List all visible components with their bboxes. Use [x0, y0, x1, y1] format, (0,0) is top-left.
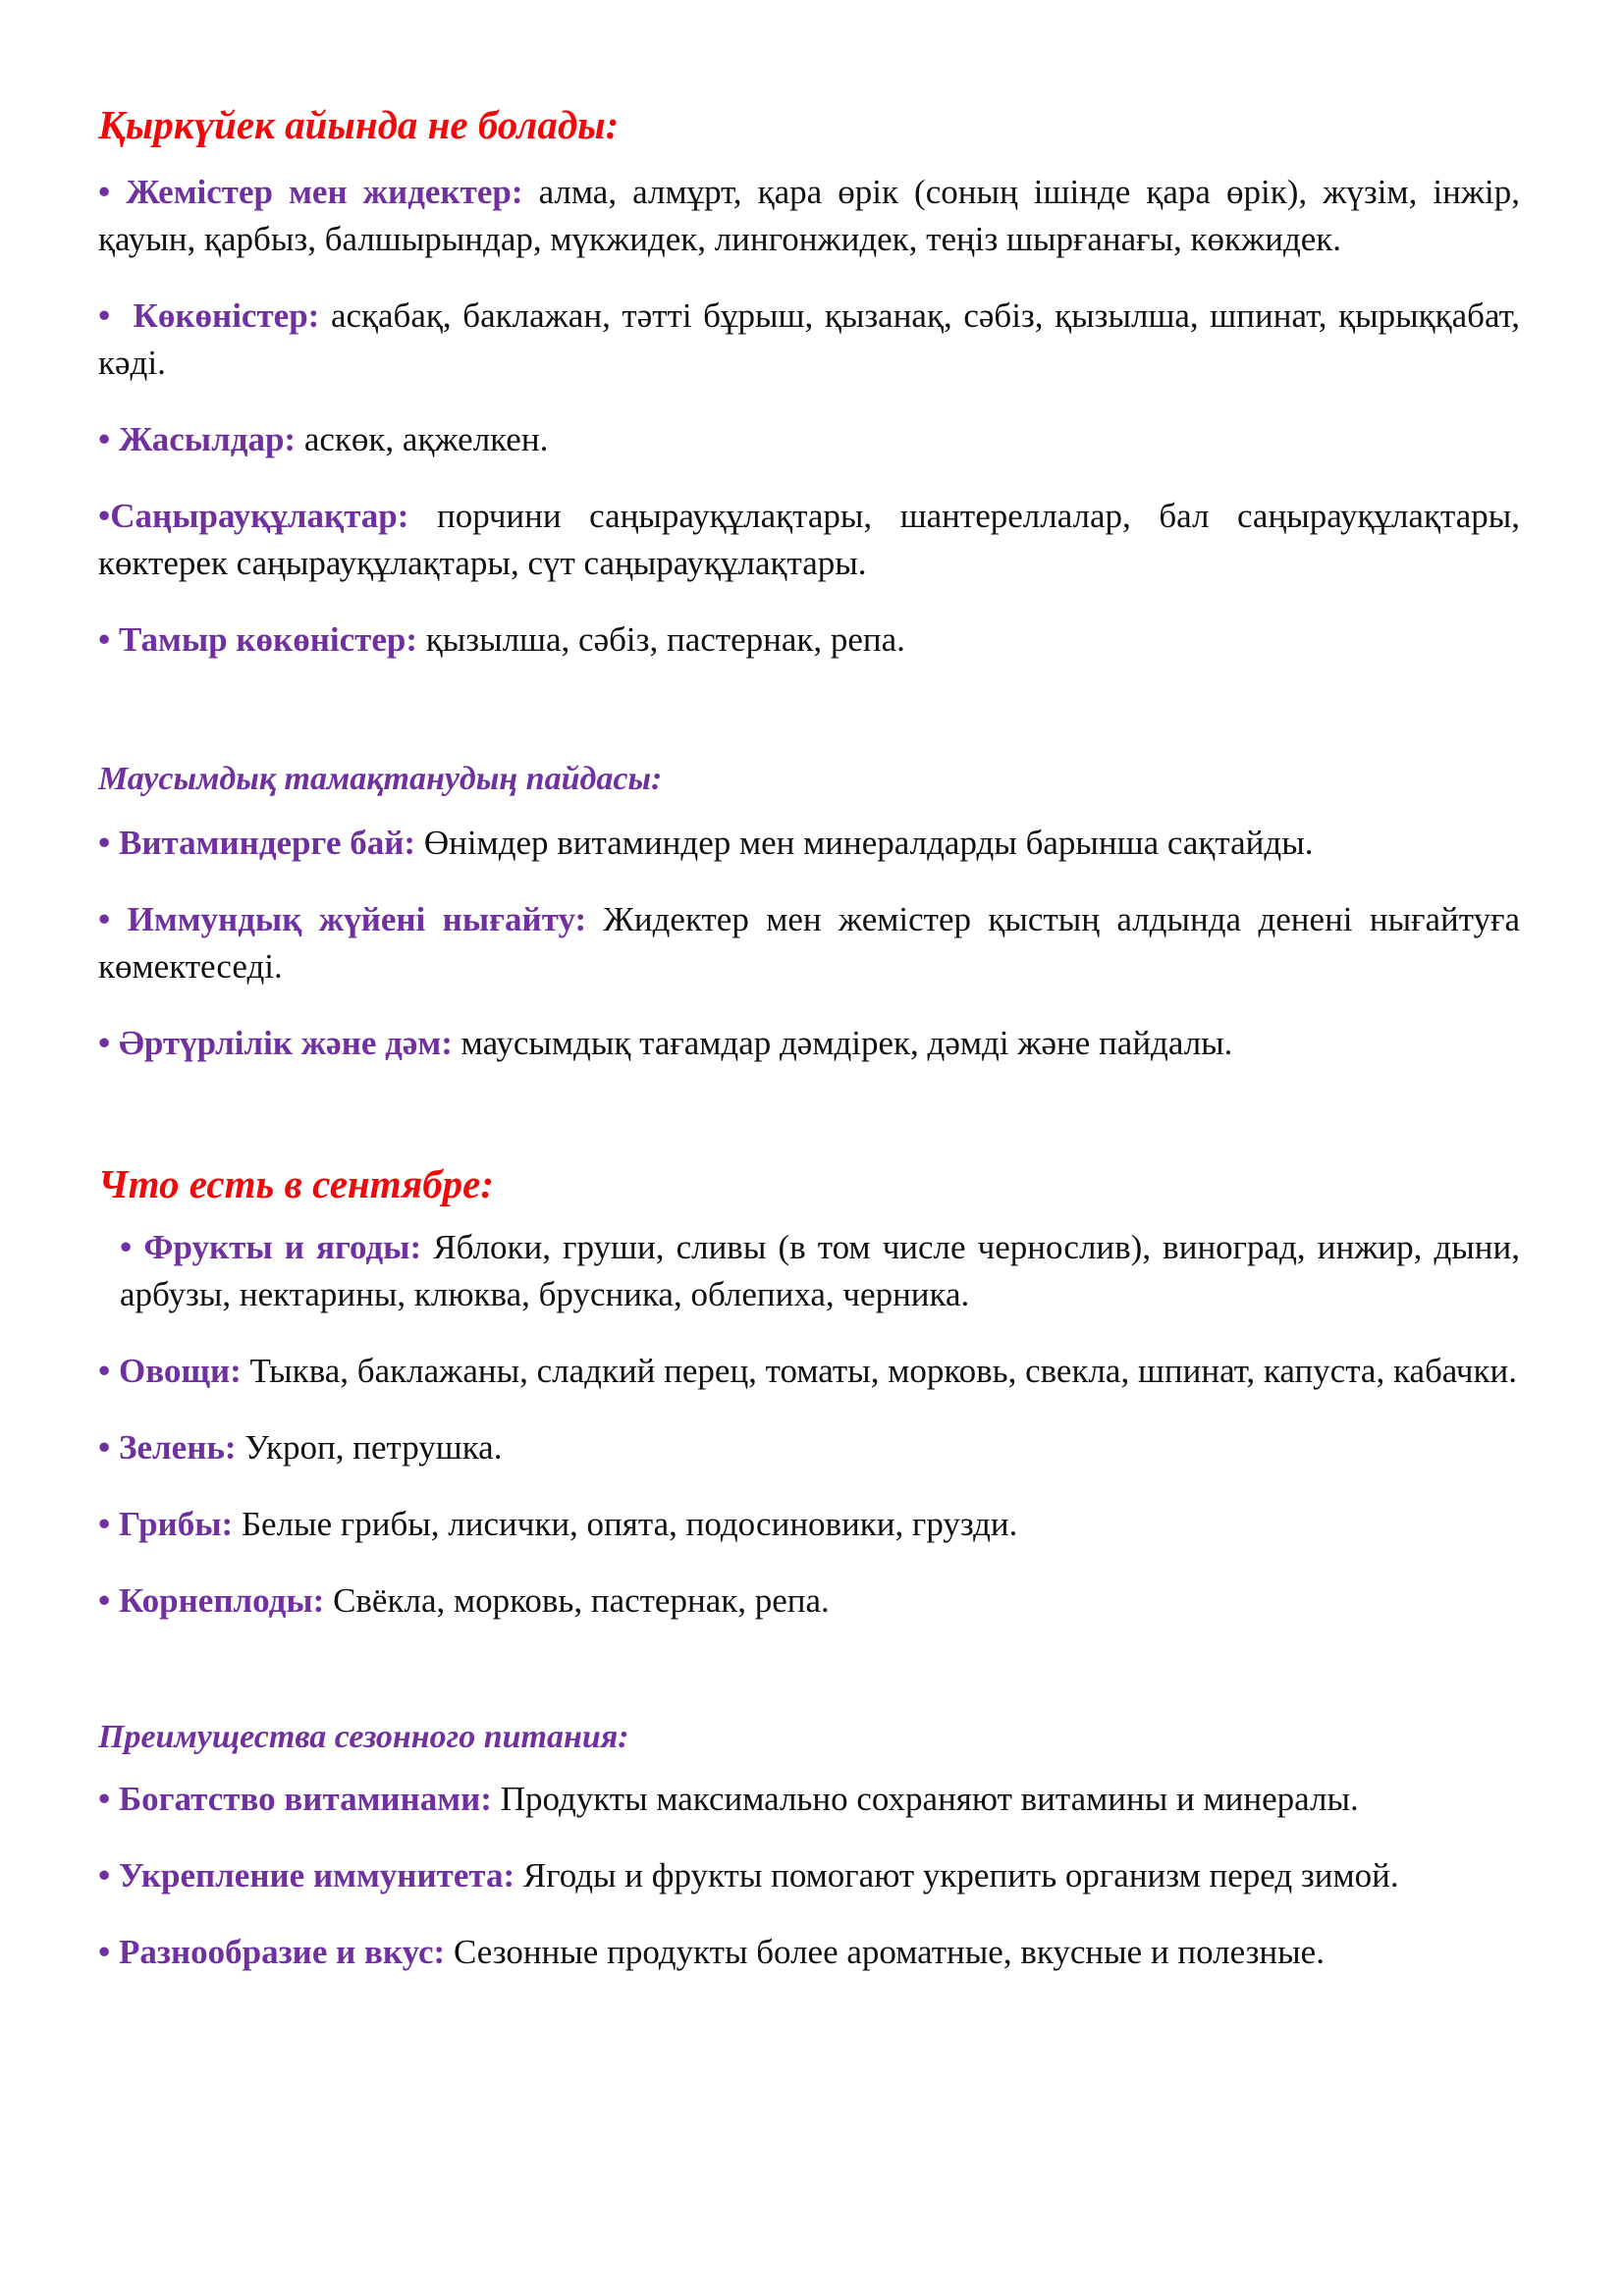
- item-term: Жемістер мен жидектер:: [126, 173, 523, 211]
- item-term: Иммундық жүйені нығайту:: [127, 900, 587, 938]
- bullet: •: [98, 1352, 111, 1390]
- item-term: Грибы:: [119, 1505, 234, 1543]
- item-term: Әртүрлілік және дәм:: [119, 1024, 453, 1062]
- section-ru-benefits: [98, 1776, 1520, 1976]
- list-item: [98, 616, 1520, 664]
- item-text: Укроп, петрушка.: [244, 1428, 503, 1467]
- list-item: [98, 169, 1520, 263]
- item-term: Овощи:: [119, 1352, 242, 1390]
- bullet: •: [98, 824, 111, 862]
- list-item: [98, 896, 1520, 990]
- item-text: порчини саңырауқұлақтары, шантереллалар, бал саңырауқұлақтары, көктерек саңырауқұлақтары, сүт саңырауқұлақтары.: [98, 497, 1520, 582]
- document-page: [98, 98, 1520, 2005]
- bullet: •: [98, 1428, 111, 1467]
- bullet: •: [98, 1780, 111, 1818]
- item-text: Сезонные продукты более ароматные, вкусные и полезные.: [453, 1933, 1325, 1971]
- item-text: қызылша, сәбіз, пастернак, репа.: [425, 620, 905, 659]
- item-text: асқабақ, баклажан, тәтті бұрыш, қызанақ, сәбіз, қызылша, шпинат, қырыққабат, кәді.: [98, 296, 1521, 382]
- item-text: Яблоки, груши, сливы (в том числе чернослив), виноград, инжир, дыни, арбузы, нектарины, клюква, брусника, облепиха, черника.: [120, 1228, 1521, 1313]
- item-text: Ягоды и фрукты помогают укрепить организм перед зимой.: [522, 1856, 1399, 1895]
- list-item: [98, 1020, 1520, 1067]
- list-item: [98, 1501, 1520, 1548]
- section-kz-september: [98, 169, 1520, 664]
- list-item: [98, 1929, 1520, 1976]
- item-text: Продукты максимально сохраняют витамины и минералы.: [500, 1780, 1359, 1818]
- bullet: •: [98, 1581, 111, 1620]
- item-text: Жидектер мен жемістер қыстың алдында денені нығайтуға көмектеседі.: [98, 900, 1521, 986]
- list-item: [98, 1424, 1520, 1471]
- item-text: Тыква, баклажаны, сладкий перец, томаты, морковь, свекла, шпинат, капуста, кабачки.: [249, 1352, 1518, 1390]
- item-term: Зелень:: [119, 1428, 237, 1467]
- item-text: маусымдық тағамдар дәмдірек, дәмді және пайдалы.: [460, 1024, 1233, 1062]
- list-item: [98, 416, 1520, 463]
- bullet: •: [98, 1024, 111, 1062]
- list-item: [98, 1776, 1520, 1823]
- spacer: [98, 693, 1520, 757]
- item-term: Витаминдерге бай:: [119, 824, 416, 862]
- list-item: [98, 1852, 1520, 1899]
- bullet: •: [98, 1856, 111, 1895]
- item-term: Жасылдар:: [119, 420, 297, 458]
- list-item: [98, 493, 1520, 587]
- bullet: •: [120, 1228, 133, 1266]
- item-term: Разнообразие и вкус:: [119, 1933, 446, 1971]
- bullet: •: [98, 1505, 111, 1543]
- item-term: Көкөністер:: [133, 296, 320, 335]
- item-text: Өнімдер витаминдер мен минералдарды барынша сақтайды.: [423, 824, 1314, 862]
- item-term: Фрукты и ягоды:: [143, 1228, 422, 1266]
- item-term: Богатство витаминами:: [119, 1780, 492, 1818]
- item-term: Корнеплоды:: [119, 1581, 325, 1620]
- bullet: •: [98, 620, 111, 659]
- bullet: •: [98, 420, 111, 458]
- item-text: Белые грибы, лисички, опята, подосиновики, грузди.: [241, 1505, 1018, 1543]
- bullet: •: [98, 173, 111, 211]
- list-item: [98, 1348, 1520, 1395]
- section-ru-september: [98, 1224, 1520, 1625]
- list-item: [98, 293, 1520, 387]
- bullet: •: [98, 1933, 111, 1971]
- list-item: [98, 820, 1520, 867]
- section-title-kz-september: Қыркүйек айында не болады:: [98, 102, 620, 147]
- list-item: [98, 1224, 1520, 1318]
- item-term: Укрепление иммунитета:: [119, 1856, 515, 1895]
- section-title-kz-benefits: Маусымдық тамақтанудың пайдасы:: [98, 761, 663, 797]
- spacer: [98, 1654, 1520, 1715]
- bullet: •: [98, 296, 111, 335]
- bullet: •: [98, 497, 111, 535]
- list-item: [98, 1577, 1520, 1625]
- section-kz-benefits: [98, 820, 1520, 1067]
- item-term: Тамыр көкөністер:: [119, 620, 417, 659]
- item-term: Саңырауқұлақтар:: [110, 497, 409, 535]
- item-text: алма, алмұрт, қара өрік (соның ішінде қара өрік), жүзім, інжір, қауын, қарбыз, балшырындар, мүкжидек, лингонжидек, теңіз шырғанағы, көкжидек.: [98, 173, 1521, 258]
- item-text: Свёкла, морковь, пастернак, репа.: [333, 1581, 830, 1620]
- item-text: аскөк, ақжелкен.: [303, 420, 549, 458]
- section-title-ru-september: Что есть в сентябре:: [98, 1161, 495, 1206]
- spacer: [98, 1096, 1520, 1157]
- section-title-ru-benefits: Преимущества сезонного питания:: [98, 1719, 629, 1755]
- bullet: •: [98, 900, 111, 938]
